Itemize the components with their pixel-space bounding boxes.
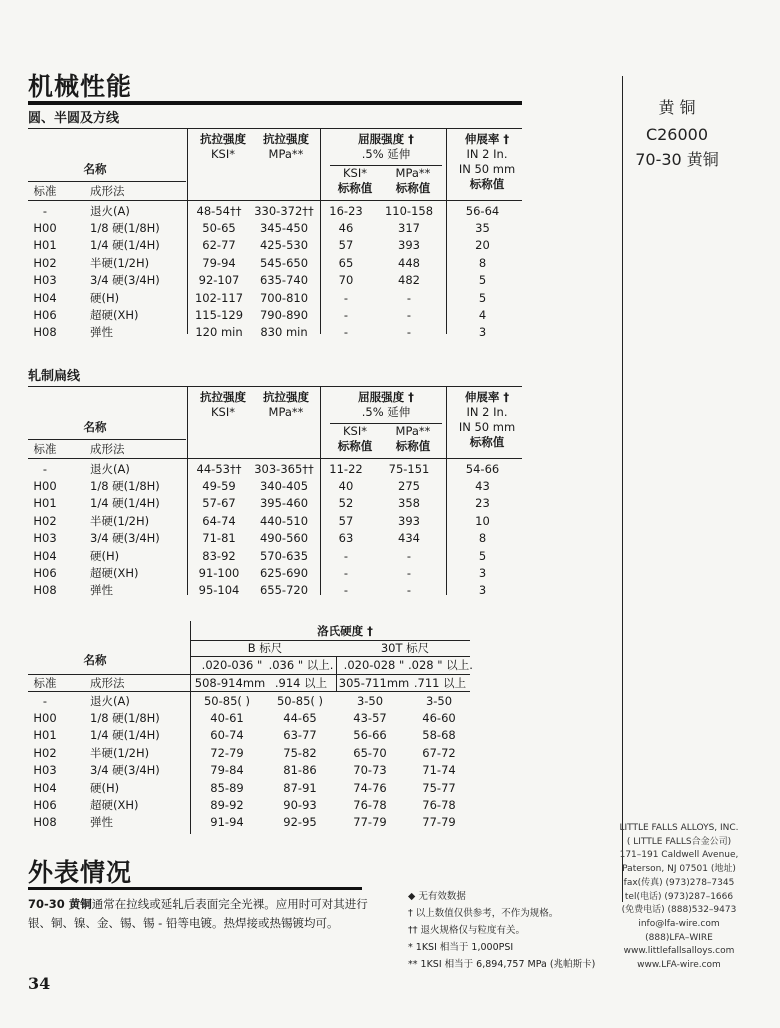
cell-elong: 3 (478, 566, 487, 581)
table1 (28, 202, 522, 341)
t2-yield-mpa-unit: MPa** (395, 424, 431, 438)
cell-b1: 91-94 (210, 815, 244, 830)
cell-std: H01 (33, 496, 57, 511)
cell-tensile-ksi: 62-77 (202, 238, 236, 253)
t3-std-header: 标准 (33, 676, 57, 690)
t1-elong-nominal: 标称值 (469, 177, 505, 191)
cell-yield-mpa: - (406, 566, 412, 581)
cell-tensile-mpa: 700-810 (259, 290, 309, 305)
t1-yield-mpa-nominal: 标称值 (395, 181, 431, 195)
t3-b1: .020-036 " (201, 658, 263, 672)
cell-yield-ksi: 16-23 (329, 203, 363, 218)
cell-form: 3/4 硬(3/4H) (90, 763, 160, 778)
cell-t1: 43-57 (353, 711, 387, 726)
cell-elong: 20 (475, 238, 490, 253)
cell-t1: 3-50 (356, 693, 384, 708)
cell-form: 硬(H) (90, 290, 120, 305)
surface-lead: 70-30 黄铜 (28, 897, 92, 911)
t3-t-scale: 30T 标尺 (380, 641, 430, 655)
surface-title: 外表情况 (28, 858, 133, 887)
cell-std: H08 (33, 583, 57, 598)
cell-t1: 76-78 (353, 798, 387, 813)
cell-form: 半硬(1/2H) (90, 513, 150, 528)
cell-t1: 74-76 (353, 780, 387, 795)
table-row (28, 530, 522, 547)
t1-header-bottom-rule (28, 200, 522, 201)
table-row (28, 324, 522, 341)
t2-tensile-ksi-unit: KSI* (211, 405, 235, 419)
cell-elong: 43 (475, 479, 490, 494)
cell-t2: 75-77 (422, 780, 456, 795)
address-line: 171–191 Caldwell Avenue, (619, 850, 739, 861)
cell-tensile-ksi: 92-107 (198, 273, 240, 288)
cell-tensile-ksi: 71-81 (202, 531, 236, 546)
t1-yield-unit: .5% 延伸 (361, 147, 411, 161)
cell-std: H00 (33, 711, 57, 726)
table2-name-header: 名称 (83, 420, 107, 434)
cell-b2: 63-77 (283, 728, 317, 743)
footnotes (408, 888, 595, 973)
cell-form: 1/4 硬(1/4H) (90, 238, 160, 253)
cell-form: 1/8 硬(1/8H) (90, 479, 160, 494)
cell-yield-ksi: 57 (338, 238, 354, 253)
table3-name-header: 名称 (83, 653, 107, 667)
t2-elong-mm: IN 50 mm (458, 420, 516, 434)
surface-rule (28, 887, 362, 890)
t2-yield-ksi-unit: KSI* (343, 424, 367, 438)
cell-yield-ksi: 52 (338, 496, 354, 511)
cell-form: 退火(A) (90, 693, 130, 708)
cell-b1: 50-85( ) (203, 693, 251, 708)
cell-t2: 77-79 (422, 815, 456, 830)
t3-name-rule (28, 674, 190, 675)
cell-b2: 90-93 (283, 798, 317, 813)
cell-tensile-mpa: 330-372†† (254, 203, 314, 218)
cell-form: 半硬(1/2H) (90, 745, 150, 760)
cell-tensile-mpa: 303-365†† (254, 461, 314, 476)
cell-elong: 54-66 (465, 461, 500, 476)
cell-yield-ksi: - (343, 290, 349, 305)
cell-form: 1/4 硬(1/4H) (90, 496, 160, 511)
cell-elong: 5 (478, 548, 487, 563)
cell-yield-ksi: 70 (338, 273, 354, 288)
cell-tensile-mpa: 425-530 (259, 238, 309, 253)
cell-b2: 92-95 (283, 815, 317, 830)
t1-elong-in: IN 2 In. (466, 147, 508, 161)
cell-tensile-ksi: 102-117 (194, 290, 244, 305)
table1-top-rule (28, 128, 522, 129)
cell-b2: 50-85( ) (276, 693, 324, 708)
t3-form-header: 成形法 (90, 676, 125, 690)
cell-b1: 85-89 (210, 780, 244, 795)
cell-tensile-ksi: 48-54†† (196, 203, 242, 218)
t2-tensile-mpa-label: 抗拉强度 (263, 390, 309, 404)
cell-yield-mpa: - (406, 583, 412, 598)
cell-yield-mpa: 448 (398, 255, 420, 270)
table-row (28, 796, 474, 813)
table-row (28, 564, 522, 581)
cell-form: 3/4 硬(3/4H) (90, 531, 160, 546)
cell-yield-mpa: - (406, 325, 412, 340)
t2-yield-unit: .5% 延伸 (361, 405, 411, 419)
cell-tensile-mpa: 635-740 (259, 273, 309, 288)
table1-name-header: 名称 (83, 162, 107, 176)
cell-tensile-mpa: 545-650 (259, 255, 309, 270)
cell-std: H06 (33, 798, 57, 813)
table-row (28, 219, 522, 236)
cell-form: 退火(A) (90, 461, 130, 476)
cell-elong: 3 (478, 325, 487, 340)
title-rule (28, 101, 522, 105)
t3-b2mm: .914 以上 (274, 676, 328, 690)
t2-elong-in: IN 2 In. (466, 405, 508, 419)
cell-t2: 67-72 (422, 745, 456, 760)
cell-yield-mpa: 317 (398, 221, 420, 236)
cell-yield-ksi: 63 (338, 531, 354, 546)
t2-tensile-mpa-unit: MPa** (268, 405, 304, 419)
cell-t2: 76-78 (422, 798, 456, 813)
t3-b-scale: B 标尺 (247, 641, 283, 655)
cell-yield-mpa: - (406, 548, 412, 563)
table-row (28, 306, 522, 323)
cell-form: 3/4 硬(3/4H) (90, 273, 160, 288)
cell-elong: 5 (478, 273, 487, 288)
cell-form: 1/8 硬(1/8H) (90, 221, 160, 236)
cell-tensile-mpa: 790-890 (259, 308, 309, 323)
cell-yield-ksi: - (343, 308, 349, 323)
cell-std: H02 (33, 255, 57, 270)
t2-yield-label: 屈服强度 † (358, 390, 414, 404)
cell-t1: 70-73 (353, 763, 387, 778)
cell-yield-mpa: 358 (398, 496, 420, 511)
t3-rockwell-header: 洛氏硬度 † (317, 624, 373, 638)
cell-b2: 81-86 (283, 763, 317, 778)
t3-t1: .020-028 " (343, 658, 405, 672)
cell-t2: 58-68 (422, 728, 456, 743)
cell-yield-ksi: 46 (338, 221, 354, 236)
cell-form: 半硬(1/2H) (90, 255, 150, 270)
cell-std: H04 (33, 548, 57, 563)
table-row (28, 272, 522, 289)
cell-std: H06 (33, 566, 57, 581)
cell-elong: 3 (478, 583, 487, 598)
cell-tensile-mpa: 655-720 (259, 583, 309, 598)
cell-b2: 75-82 (283, 745, 317, 760)
footnote: * 1KSI 相当于 1,000PSI (408, 942, 514, 953)
cell-yield-mpa: 482 (398, 273, 420, 288)
cell-elong: 8 (478, 255, 487, 270)
cell-tensile-ksi: 44-53†† (196, 461, 242, 476)
t1-elong-label: 伸展率 † (464, 132, 510, 146)
cell-t1: 65-70 (353, 745, 387, 760)
side-line2: C26000 (645, 125, 709, 144)
t2-form-header: 成形法 (90, 442, 125, 456)
cell-tensile-mpa: 830 min (260, 325, 308, 340)
cell-tensile-mpa: 570-635 (259, 548, 309, 563)
t1-yield-sub-rule (330, 165, 442, 166)
t2-tensile-ksi-label: 抗拉强度 (200, 390, 246, 404)
cell-std: H08 (33, 325, 57, 340)
table2-subtitle: 轧制扁线 (28, 369, 81, 384)
t1-std-header: 标准 (33, 184, 57, 198)
address-line: www.littlefallsalloys.com (623, 946, 735, 957)
cell-tensile-ksi: 91-100 (198, 566, 240, 581)
t1-elong-mm: IN 50 mm (458, 162, 516, 176)
cell-std: H02 (33, 513, 57, 528)
cell-elong: 4 (478, 308, 487, 323)
t1-tensile-ksi-unit: KSI* (211, 147, 235, 161)
cell-std: H01 (33, 728, 57, 743)
cell-b1: 89-92 (210, 798, 244, 813)
table-row (28, 237, 522, 254)
cell-elong: 8 (478, 531, 487, 546)
cell-yield-mpa: 434 (398, 531, 420, 546)
section-title: 机械性能 (28, 72, 133, 101)
table-row (28, 709, 474, 726)
cell-std: H06 (33, 308, 57, 323)
cell-elong: 10 (475, 513, 490, 528)
cell-tensile-mpa: 345-450 (259, 221, 309, 236)
t2-yield-sub-rule (330, 423, 442, 424)
cell-yield-ksi: - (343, 583, 349, 598)
cell-tensile-ksi: 64-74 (202, 513, 236, 528)
t2-yield-mpa-nominal: 标称值 (395, 439, 431, 453)
t3-scale-rule (190, 656, 470, 657)
cell-elong: 35 (475, 221, 490, 236)
t2-name-rule (28, 439, 186, 440)
t3-t2mm: .711 以上 (413, 676, 467, 690)
cell-form: 1/4 硬(1/4H) (90, 728, 160, 743)
cell-std: H04 (33, 290, 57, 305)
side-line1: 黄 铜 (658, 98, 696, 117)
cell-std: H03 (33, 763, 57, 778)
t3-t1mm: 305-711mm (338, 676, 410, 690)
table-row (28, 692, 474, 709)
cell-tensile-mpa: 490-560 (259, 531, 309, 546)
cell-tensile-mpa: 625-690 (259, 566, 309, 581)
address-line: tel(电话) (973)287–1666 (624, 891, 734, 902)
surface-paragraph (28, 895, 368, 933)
address-line: (888)LFA–WIRE (645, 932, 713, 943)
cell-std: H00 (33, 221, 57, 236)
t1-form-header: 成形法 (90, 184, 125, 198)
cell-form: 弹性 (90, 325, 113, 340)
cell-yield-ksi: 40 (338, 479, 354, 494)
table-row (28, 202, 522, 219)
address-line: ( LITTLE FALLS合金公司) (626, 836, 732, 847)
cell-tensile-mpa: 440-510 (259, 513, 309, 528)
t2-std-header: 标准 (33, 442, 57, 456)
table-row (28, 814, 474, 831)
cell-form: 超硬(XH) (90, 308, 139, 323)
cell-yield-mpa: - (406, 308, 412, 323)
cell-t2: 71-74 (422, 763, 456, 778)
table-row (28, 512, 522, 529)
cell-tensile-ksi: 115-129 (194, 308, 244, 323)
cell-std: H03 (33, 273, 57, 288)
cell-yield-mpa: 275 (398, 479, 420, 494)
cell-tensile-ksi: 50-65 (202, 221, 236, 236)
cell-tensile-ksi: 57-67 (202, 496, 236, 511)
table-row (28, 582, 522, 599)
cell-form: 超硬(XH) (90, 566, 139, 581)
cell-form: 硬(H) (90, 548, 120, 563)
table-row (28, 547, 522, 564)
t1-tensile-mpa-label: 抗拉强度 (263, 132, 309, 146)
table-row (28, 460, 522, 477)
t3-b1mm: 508-914mm (194, 676, 266, 690)
table-row (28, 779, 474, 796)
cell-yield-ksi: - (343, 325, 349, 340)
address-line: fax(传真) (973)278–7345 (623, 877, 735, 888)
t3-t2: .028 " 以上. (408, 658, 473, 672)
t1-yield-ksi-nominal: 标称值 (337, 181, 373, 195)
table1-subtitle: 圆、半圆及方线 (28, 111, 120, 126)
table-row (28, 762, 474, 779)
table-row (28, 477, 522, 494)
cell-b2: 87-91 (283, 780, 317, 795)
surface-text: 通常在拉线或延轧后表面完全光裸。应用时可对其进行银、铜、镍、金、锡、锡 - 铅等电镀。热焊接或热锡镀均可。 (28, 897, 368, 930)
t1-yield-label: 屈服强度 † (358, 132, 414, 146)
page-number: 34 (28, 974, 51, 993)
footnote: ◆ 无有效数据 (408, 891, 466, 902)
cell-tensile-ksi: 95-104 (198, 583, 240, 598)
t1-yield-ksi-unit: KSI* (343, 166, 367, 180)
cell-t1: 56-66 (353, 728, 387, 743)
cell-yield-mpa: 393 (398, 238, 420, 253)
cell-elong: 23 (475, 496, 490, 511)
cell-tensile-ksi: 83-92 (202, 548, 236, 563)
cell-yield-ksi: - (343, 566, 349, 581)
cell-yield-mpa: 393 (398, 513, 420, 528)
t1-tensile-mpa-unit: MPa** (268, 147, 304, 161)
address-line: LITTLE FALLS ALLOYS, INC. (619, 823, 739, 833)
t1-yield-mpa-unit: MPa** (395, 166, 431, 180)
cell-yield-mpa: 75-151 (388, 461, 430, 476)
t2-elong-label: 伸展率 † (464, 390, 510, 404)
cell-form: 超硬(XH) (90, 798, 139, 813)
cell-yield-ksi: 65 (338, 255, 354, 270)
cell-t2: 46-60 (422, 711, 456, 726)
cell-tensile-ksi: 79-94 (202, 255, 236, 270)
table-row (28, 744, 474, 761)
cell-elong: 5 (478, 290, 487, 305)
address-line: www.LFA-wire.com (637, 960, 721, 971)
address-line: (免费电话) (888)532–9473 (621, 905, 737, 916)
cell-yield-ksi: 11-22 (329, 461, 363, 476)
cell-std: H03 (33, 531, 57, 546)
cell-elong: 56-64 (465, 203, 500, 218)
cell-std: H00 (33, 479, 57, 494)
cell-std: H02 (33, 745, 57, 760)
cell-yield-mpa: - (406, 290, 412, 305)
cell-b1: 40-61 (210, 711, 244, 726)
cell-std: - (42, 461, 48, 476)
table3 (28, 692, 474, 831)
footnote: †† 退火规格仅与粒度有关。 (408, 925, 526, 936)
cell-b1: 60-74 (210, 728, 244, 743)
cell-form: 1/8 硬(1/8H) (90, 711, 160, 726)
cell-form: 弹性 (90, 583, 113, 598)
cell-b2: 44-65 (283, 711, 317, 726)
table-row (28, 254, 522, 271)
cell-tensile-ksi: 49-59 (202, 479, 236, 494)
footnote: † 以上数值仅供参考，不作为规格。 (408, 908, 559, 919)
cell-tensile-mpa: 340-405 (259, 479, 309, 494)
cell-b1: 79-84 (210, 763, 244, 778)
cell-std: H04 (33, 780, 57, 795)
table-row (28, 495, 522, 512)
company-address (618, 822, 740, 973)
cell-tensile-ksi: 120 min (195, 325, 243, 340)
t2-yield-ksi-nominal: 标称值 (337, 439, 373, 453)
table-row (28, 289, 522, 306)
table2 (28, 460, 522, 599)
t2-elong-nominal: 标称值 (469, 435, 505, 449)
cell-t1: 77-79 (353, 815, 387, 830)
t1-tensile-ksi-label: 抗拉强度 (200, 132, 246, 146)
cell-std: H08 (33, 815, 57, 830)
cell-form: 硬(H) (90, 780, 120, 795)
t3-sub-rule (190, 674, 470, 675)
table2-top-rule (28, 386, 522, 387)
table-row (28, 727, 474, 744)
cell-std: - (42, 693, 48, 708)
cell-t2: 3-50 (425, 693, 453, 708)
cell-b1: 72-79 (210, 745, 244, 760)
cell-tensile-mpa: 395-460 (259, 496, 309, 511)
t2-header-bottom-rule (28, 458, 522, 459)
cell-form: 退火(A) (90, 203, 130, 218)
side-divider (622, 76, 623, 902)
footnote: ** 1KSI 相当于 6,894,757 MPa (兆帕斯卡) (408, 959, 596, 970)
cell-yield-ksi: 57 (338, 513, 354, 528)
t1-name-rule (28, 181, 186, 182)
address-line: info@lfa-wire.com (638, 918, 720, 929)
t3-b2: .036 " 以上. (268, 658, 334, 672)
cell-yield-ksi: - (343, 548, 349, 563)
cell-form: 弹性 (90, 815, 113, 830)
address-line: Paterson, NJ 07501 (地址) (622, 864, 736, 875)
side-line3: 70-30 黄铜 (635, 150, 719, 169)
cell-std: - (42, 203, 48, 218)
cell-std: H01 (33, 238, 57, 253)
cell-yield-mpa: 110-158 (384, 203, 434, 218)
